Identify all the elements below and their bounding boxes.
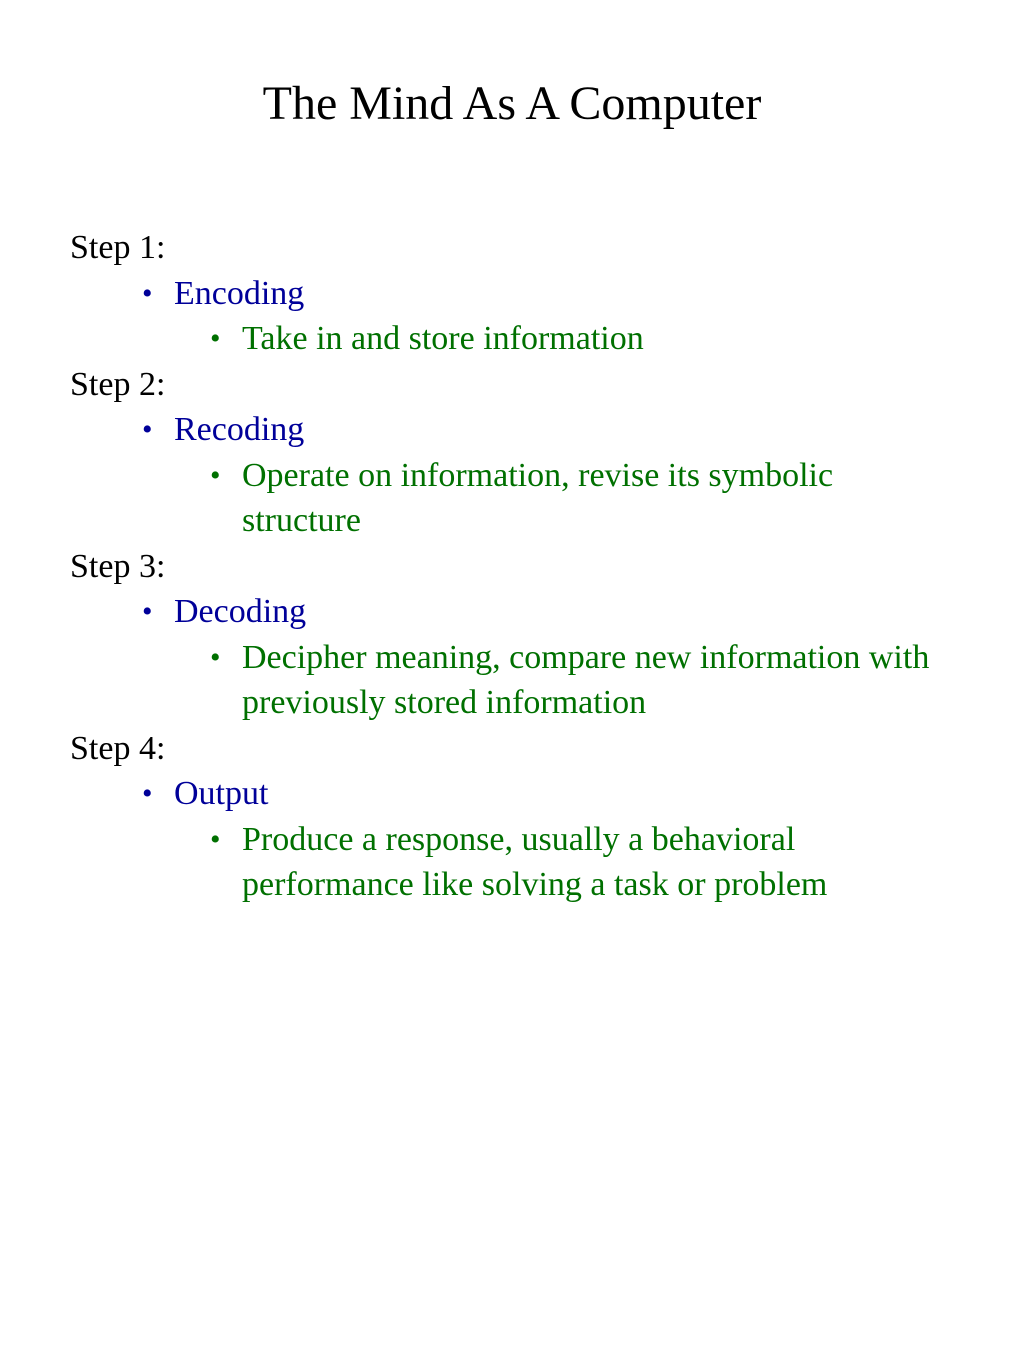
bullet-icon: • — [210, 822, 221, 856]
step-item-text: Recoding — [174, 411, 305, 448]
step-detail-text: Decipher meaning, compare new information with previously stored information — [242, 638, 930, 721]
slide-title: The Mind As A Computer — [262, 77, 762, 130]
step-item — [70, 407, 970, 453]
step-detail — [70, 316, 942, 362]
step-label: Step 1: — [70, 229, 166, 266]
bullet-icon: • — [210, 640, 221, 674]
step-3 — [70, 544, 970, 726]
step-detail-text: Take in and store information — [242, 320, 644, 357]
step-detail — [70, 635, 942, 726]
step-detail-text: Produce a response, usually a behavioral performance like solving a task or problem — [242, 820, 828, 903]
step-detail — [70, 817, 942, 908]
step-1 — [70, 225, 970, 362]
step-detail — [70, 453, 942, 544]
step-item — [70, 771, 970, 817]
bullet-icon: • — [142, 276, 153, 310]
step-label: Step 4: — [70, 729, 166, 767]
bullet-icon: • — [142, 777, 153, 810]
step-detail-text: Operate on information, revise its symbolic structure — [242, 456, 834, 539]
step-2 — [70, 362, 970, 544]
step-item-text: Decoding — [174, 593, 307, 630]
step-label: Step 2: — [70, 365, 166, 403]
bullet-icon: • — [210, 322, 221, 355]
step-4 — [70, 726, 970, 908]
bullet-icon: • — [210, 458, 221, 492]
step-list — [70, 225, 970, 908]
step-item-text: Encoding — [174, 274, 305, 312]
step-item — [70, 271, 970, 317]
step-item — [70, 589, 970, 635]
step-label: Step 3: — [70, 547, 166, 585]
bullet-icon: • — [142, 413, 153, 446]
bullet-icon: • — [142, 595, 153, 628]
step-item-text: Output — [174, 775, 269, 812]
